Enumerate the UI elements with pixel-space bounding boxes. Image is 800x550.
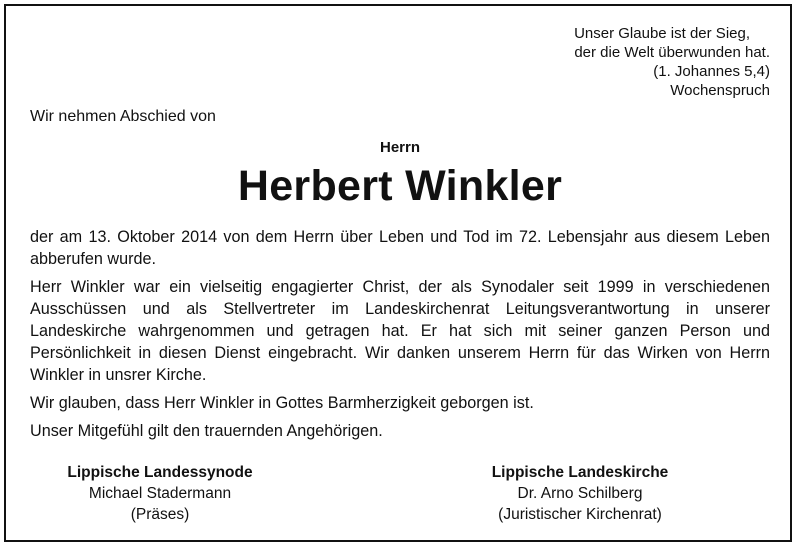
signature-church — [450, 462, 710, 525]
salutation: Herrn — [379, 139, 420, 156]
verse-reference: (1. Johannes 5,4) — [653, 63, 770, 80]
signature-role: (Präses) — [130, 506, 190, 523]
intro-text: Wir nehmen Abschied von — [30, 108, 216, 125]
paragraph-condolence: Unser Mitgefühl gilt den trauernden Angehörigen. — [30, 422, 383, 440]
signature-role: (Juristischer Kirchenrat) — [498, 506, 662, 523]
paragraph-faith: Wir glauben, dass Herr Winkler in Gottes Barmherzigkeit geborgen ist. — [30, 394, 534, 412]
signature-person: Michael Stadermann — [88, 485, 232, 502]
verse-label: Wochenspruch — [670, 82, 770, 99]
weekly-verse — [574, 24, 770, 100]
signature-org: Lippische Landeskirche — [491, 464, 669, 481]
deceased-name: Herbert Winkler — [237, 162, 563, 210]
signature-person: Dr. Arno Schilberg — [517, 485, 643, 502]
signature-org: Lippische Landessynode — [67, 464, 253, 481]
paragraph-tribute: Herr Winkler war ein vielseitig engagierter Christ, der als Synodaler seit 1999 in verschiedenen Ausschüssen und als Stellvertreter im Landeskirchenrat Leitungsverantwortung in unserer Landeskirche wahrgenommen und getragen hat. Er hat sich mit seiner ganzen Person und Persönlichkeit in diesen Dienst eingebracht. Wir danken unserem Herrn für das Wirken von Herrn Winkler in unsrer Kirche. — [30, 278, 770, 384]
verse-line-1: Unser Glaube ist der Sieg, — [574, 25, 750, 42]
signature-synod — [30, 462, 290, 525]
notice-body — [30, 226, 770, 448]
verse-line-2: der die Welt überwunden hat. — [574, 44, 770, 61]
paragraph-death-date: der am 13. Oktober 2014 von dem Herrn über Leben und Tod im 72. Lebensjahr aus diesem Leben abberufen wurde. — [30, 228, 770, 268]
